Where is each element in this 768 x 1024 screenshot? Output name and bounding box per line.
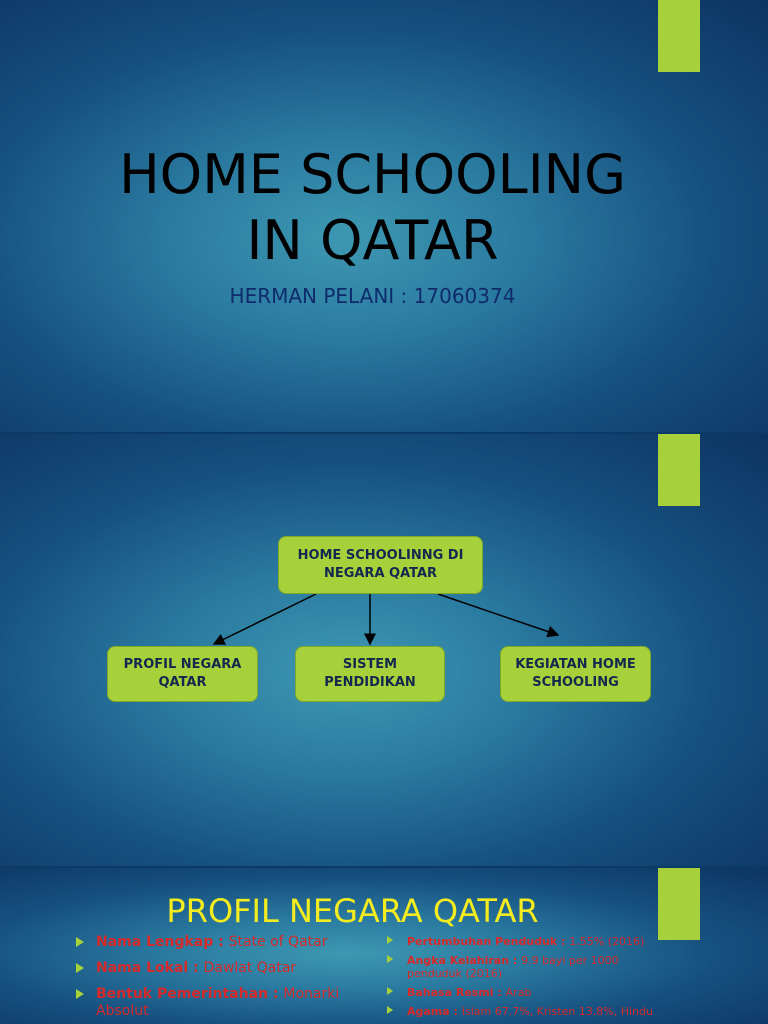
item-label: Pertumbuhan Penduduk : (407, 935, 570, 948)
profile-right-column (385, 935, 660, 1024)
bullet-triangle-icon (76, 989, 84, 999)
list-item (385, 1005, 660, 1018)
connector-kegiatan (438, 594, 558, 635)
item-value: Islam 67.7%, Kristen 13.8%, Hindu (461, 1005, 653, 1018)
profile-slide (0, 868, 768, 1024)
item-value: Dawlat Qatar (203, 960, 297, 976)
item-label: Bahasa Resmi : (407, 986, 506, 999)
list-item (385, 935, 660, 948)
list-item (385, 986, 660, 999)
diagram-box-profil: PROFIL NEGARA QATAR (107, 646, 258, 702)
item-value: State of Qatar (228, 934, 328, 950)
diagram-box-kegiatan: KEGIATAN HOME SCHOOLING (500, 646, 651, 702)
item-value: Monarki Absolut (96, 986, 340, 1019)
bullet-triangle-icon (387, 955, 393, 963)
bullet-triangle-icon (76, 963, 84, 973)
list-item (74, 934, 374, 951)
item-value: Arab (505, 986, 532, 999)
item-label: Bentuk Pemerintahan : (96, 986, 284, 1002)
bullet-triangle-icon (387, 1006, 393, 1014)
list-item (74, 960, 374, 977)
bullet-triangle-icon (76, 937, 84, 947)
diagram-root-box: HOME SCHOOLINNG DI NEGARA QATAR (278, 536, 483, 594)
bullet-triangle-icon (387, 936, 393, 944)
diagram-slide (0, 434, 768, 866)
profile-left-column (74, 934, 374, 1024)
accent-bar (658, 868, 700, 940)
slide-title (60, 142, 685, 274)
item-label: Agama : (407, 1005, 462, 1018)
accent-bar (658, 0, 700, 72)
connector-profil (214, 594, 316, 644)
title-slide (0, 0, 768, 432)
item-label: Nama Lokal : (96, 960, 204, 976)
profile-title: PROFIL NEGARA QATAR (166, 892, 539, 930)
item-value: 9.9 bayi per 1000 penduduk (2016) (407, 954, 619, 980)
slide-subtitle: HERMAN PELANI : 17060374 (229, 284, 516, 308)
slide-title-line-1: HOME SCHOOLING (119, 143, 626, 206)
list-item (385, 954, 660, 980)
slide-title-line-2: IN QATAR (246, 209, 499, 272)
diagram-box-sistem: SISTEM PENDIDIKAN (295, 646, 445, 702)
list-item (74, 986, 374, 1020)
item-label: Angka Kelahiran : (407, 954, 522, 967)
item-value: 1.55% (2016) (569, 935, 645, 948)
bullet-triangle-icon (387, 987, 393, 995)
item-label: Nama Lengkap : (96, 934, 229, 950)
